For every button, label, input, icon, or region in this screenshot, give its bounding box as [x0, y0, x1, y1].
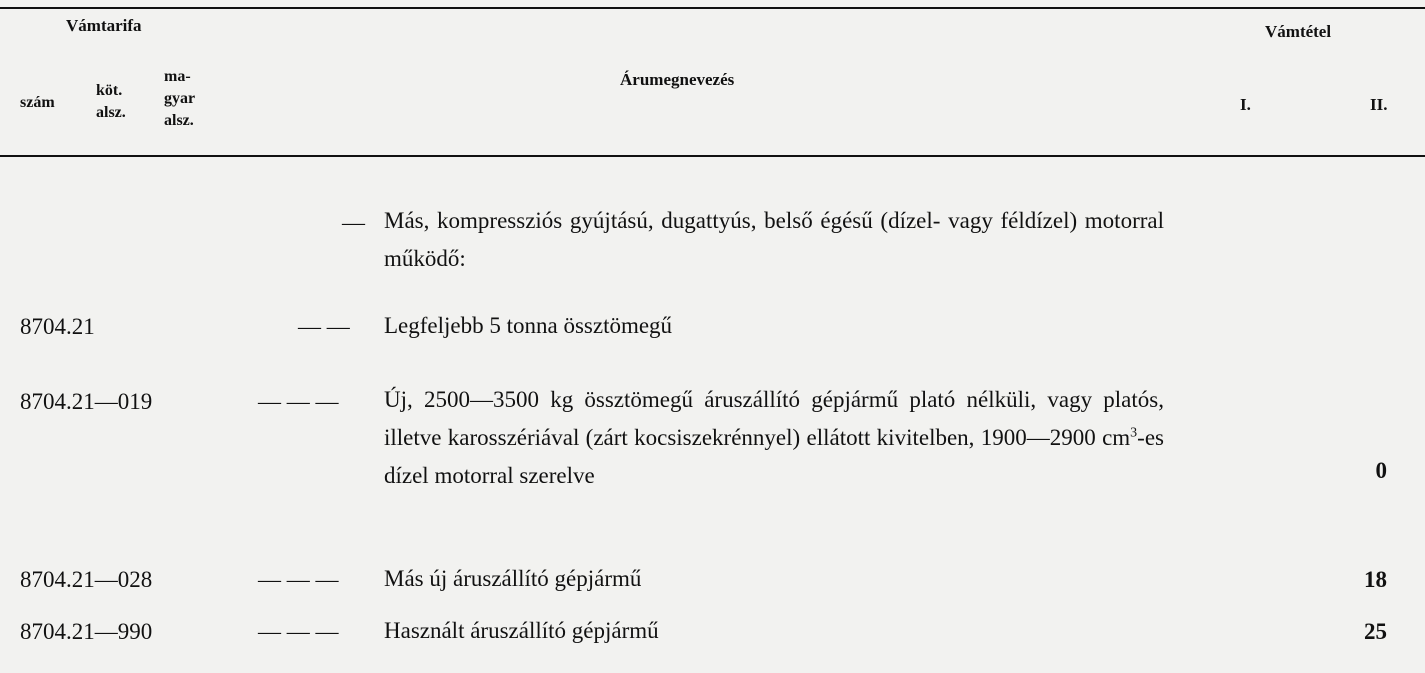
header-kot-alsz: köt. alsz.: [96, 82, 126, 121]
row-duty: 25: [1364, 619, 1387, 644]
row-description: [384, 381, 1164, 495]
row-description-superscript: 3: [1130, 425, 1138, 441]
row-duty: 0: [1375, 458, 1387, 483]
header-top-rule: [0, 7, 1425, 9]
row-code: 8704.21—990: [20, 619, 153, 644]
row-dash: — — —: [258, 389, 339, 414]
header-col-1: I.: [1240, 95, 1251, 114]
header-magyar-alsz: ma- gyar alsz.: [164, 68, 195, 129]
row-description: Más új áruszállító gépjármű: [384, 566, 642, 591]
row-code: 8704.21—019: [20, 389, 153, 414]
header-szam: szám: [20, 94, 55, 111]
row-description: Más, kompressziós gyújtású, dugattyús, belső égésű (dízel- vagy féldízel) motorral működő:: [384, 208, 1164, 271]
header-arumegnevezes: Árumegnevezés: [620, 70, 735, 89]
header-vamtarifa: Vámtarifa: [66, 16, 142, 35]
row-dash: — — —: [258, 619, 339, 644]
row-description-part-1: Új, 2500—3500 kg össztömegű áruszállító gépjármű plató nélküli, vagy platós, illetve karosszériával (zárt kocsiszekrénnyel) ellátott kivitelben, 1900—2900 cm: [384, 387, 1164, 450]
row-dash: — — —: [258, 567, 339, 592]
row-description: Legfeljebb 5 tonna össztömegű: [384, 313, 673, 338]
header-col-2: II.: [1370, 95, 1388, 114]
row-dash: —: [342, 210, 365, 235]
row-duty: 18: [1364, 567, 1387, 592]
header-bottom-rule: [0, 155, 1425, 157]
header-vamtetel: Vámtétel: [1265, 22, 1332, 41]
row-dash: — —: [298, 314, 350, 339]
row-description-part-2: -es dízel motorral szerelve: [384, 425, 1164, 488]
row-description: Használt áruszállító gépjármű: [384, 618, 659, 643]
row-code: 8704.21—028: [20, 567, 153, 592]
row-code: 8704.21: [20, 314, 95, 339]
